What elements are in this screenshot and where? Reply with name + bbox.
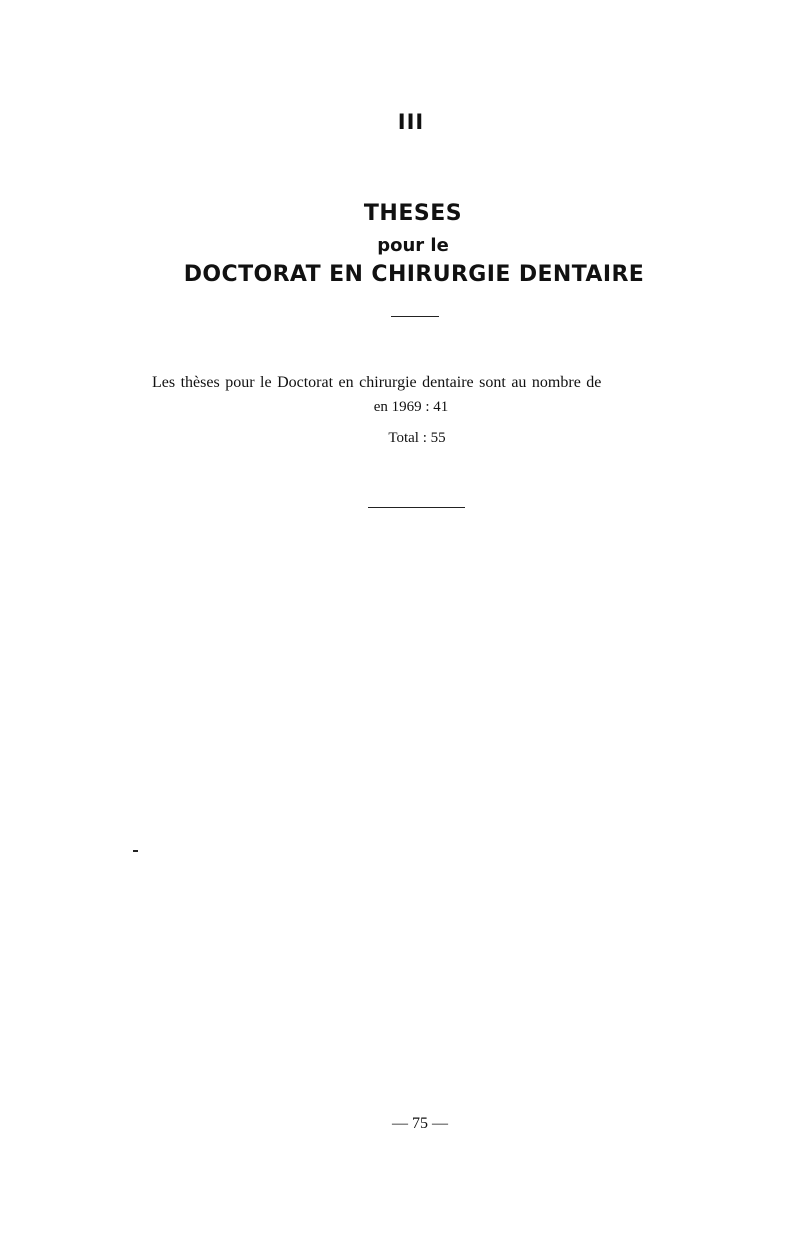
section-number: III (397, 110, 425, 134)
divider-short (391, 316, 439, 317)
body-total: Total : 55 (388, 430, 446, 446)
page-number: — 75 — (392, 1115, 448, 1132)
body-paragraph-line-2: en 1969 : 41 (373, 399, 449, 415)
body-text-intro: Les thèses pour le Doctorat en chirurgie dentaire sont au nombre de (152, 374, 602, 391)
divider-long (368, 507, 465, 508)
page-title: THESES (363, 201, 463, 226)
page-title-line: DOCTORAT EN CHIRURGIE DENTAIRE (183, 262, 645, 287)
stray-mark (133, 850, 138, 852)
page-subtitle: pour le (377, 235, 449, 256)
